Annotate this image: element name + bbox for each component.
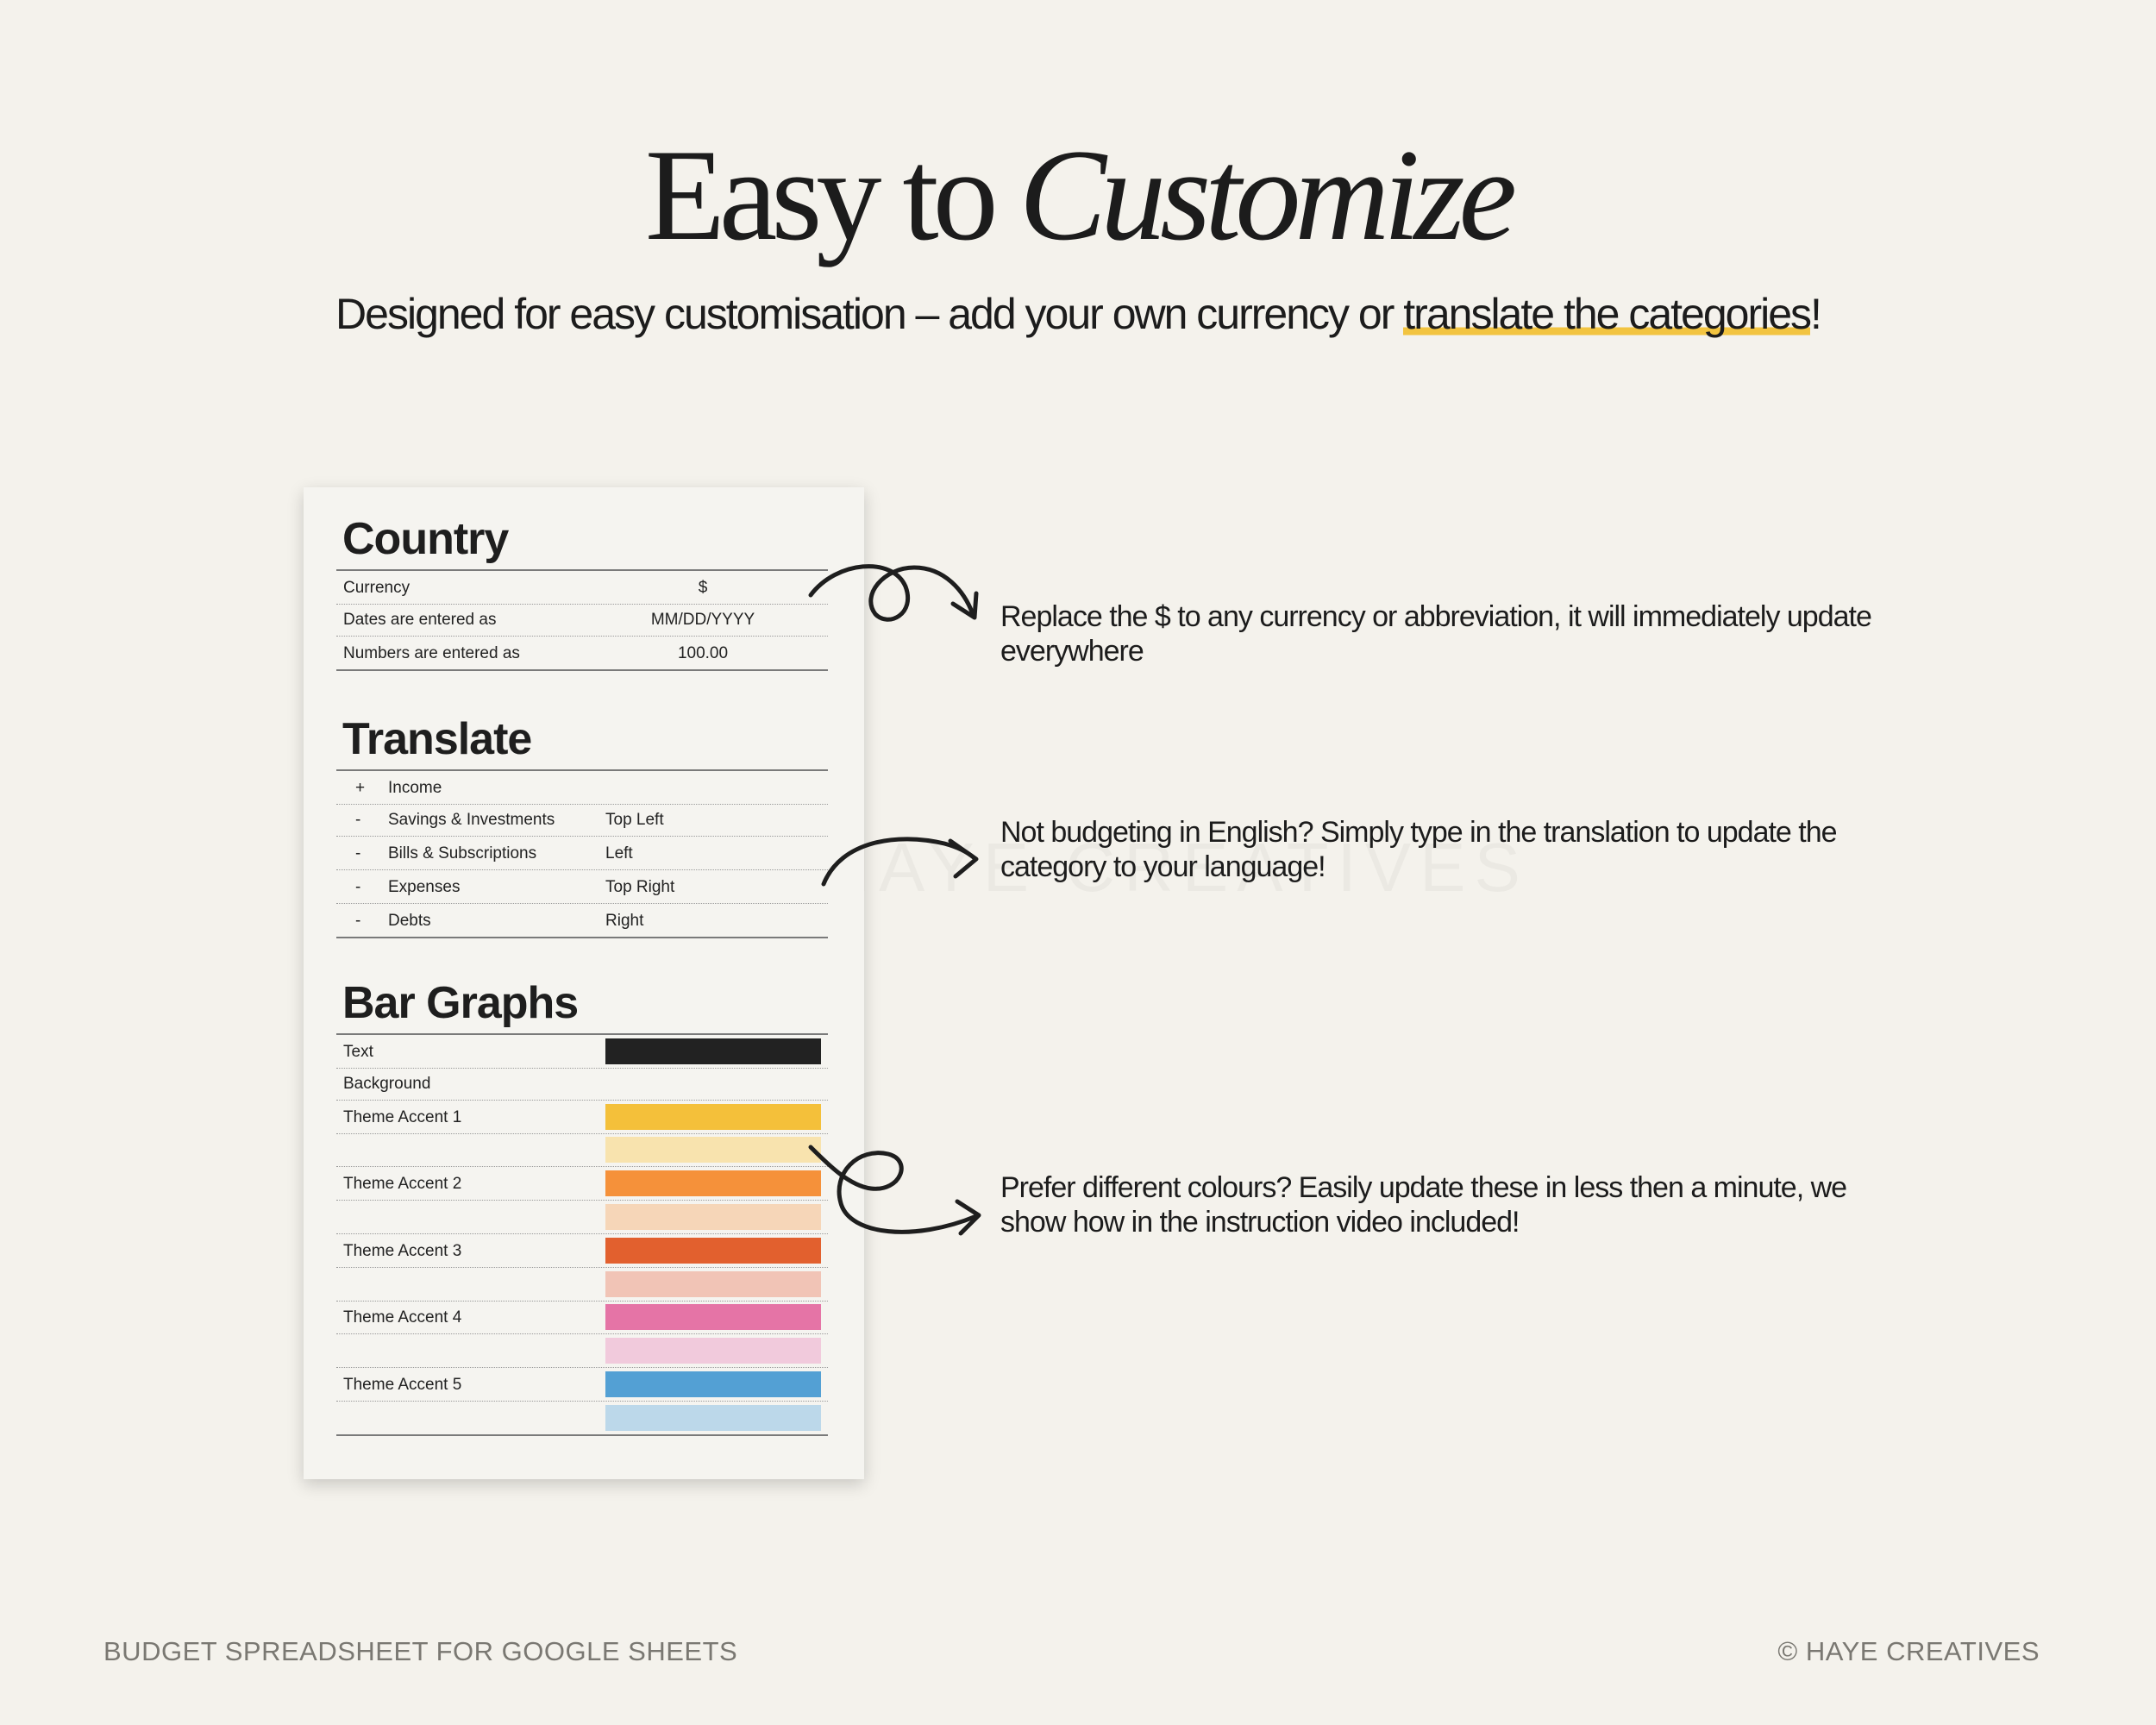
country-section-title: Country <box>342 514 509 564</box>
category-sign: - <box>355 878 361 896</box>
category-name: Expenses <box>388 878 461 896</box>
bar-graphs-section-title: Bar Graphs <box>342 978 579 1028</box>
note-currency: Replace the $ to any currency or abbreviation, it will immediately update everywhere <box>1000 600 1871 668</box>
title-italic: Customize <box>1018 122 1512 267</box>
translate-section-title: Translate <box>342 714 532 764</box>
country-label: Numbers are entered as <box>343 644 520 662</box>
subtitle-highlight: translate the categories <box>1403 290 1811 338</box>
footer-left: BUDGET SPREADSHEET FOR GOOGLE SHEETS <box>103 1636 738 1666</box>
arrowhead-icon <box>950 841 976 876</box>
title-plain: Easy to <box>644 122 993 267</box>
bar-graph-label: Theme Accent 2 <box>343 1175 462 1194</box>
country-value[interactable]: 100.00 <box>677 644 729 662</box>
category-translation[interactable]: Left <box>605 844 633 862</box>
category-translation[interactable]: Top Right <box>605 878 675 896</box>
country-label: Currency <box>343 579 411 597</box>
category-sign: + <box>355 779 366 797</box>
category-translation[interactable]: Right <box>605 912 644 930</box>
bar-graph-label: Theme Accent 3 <box>343 1241 462 1260</box>
curved-arrow-icon <box>824 839 975 884</box>
bar-graph-label: Text <box>343 1043 373 1061</box>
category-sign: - <box>355 844 361 862</box>
footer-right: © HAYE CREATIVES <box>1777 1636 2040 1666</box>
category-sign: - <box>355 912 361 930</box>
country-value[interactable]: MM/DD/YYYY <box>650 611 755 629</box>
category-name: Debts <box>388 912 431 930</box>
curly-arrow-icon <box>811 567 973 620</box>
category-translation[interactable]: Top Left <box>605 811 664 829</box>
bar-graph-label: Theme Accent 4 <box>343 1308 462 1327</box>
bar-graph-label: Theme Accent 5 <box>343 1376 462 1394</box>
category-name: Savings & Investments <box>388 811 555 829</box>
category-name: Bills & Subscriptions <box>388 844 537 862</box>
bar-graph-label: Theme Accent 1 <box>343 1107 462 1126</box>
bar-graph-label: Background <box>343 1074 431 1093</box>
subtitle-pre: Designed for easy customisation – add your own currency or <box>335 290 1404 338</box>
subtitle-post: ! <box>1810 290 1821 338</box>
loop-arrow-icon <box>811 1147 976 1232</box>
note-translate: Not budgeting in English? Simply type in the translation to update the category to your language! <box>1000 816 1837 883</box>
category-name: Income <box>388 779 442 797</box>
country-label: Dates are entered as <box>343 611 497 629</box>
category-sign: - <box>355 811 361 829</box>
country-value[interactable]: $ <box>698 579 708 597</box>
note-colours: Prefer different colours? Easily update these in less then a minute, we show how in the instruction video included! <box>1000 1171 1847 1239</box>
